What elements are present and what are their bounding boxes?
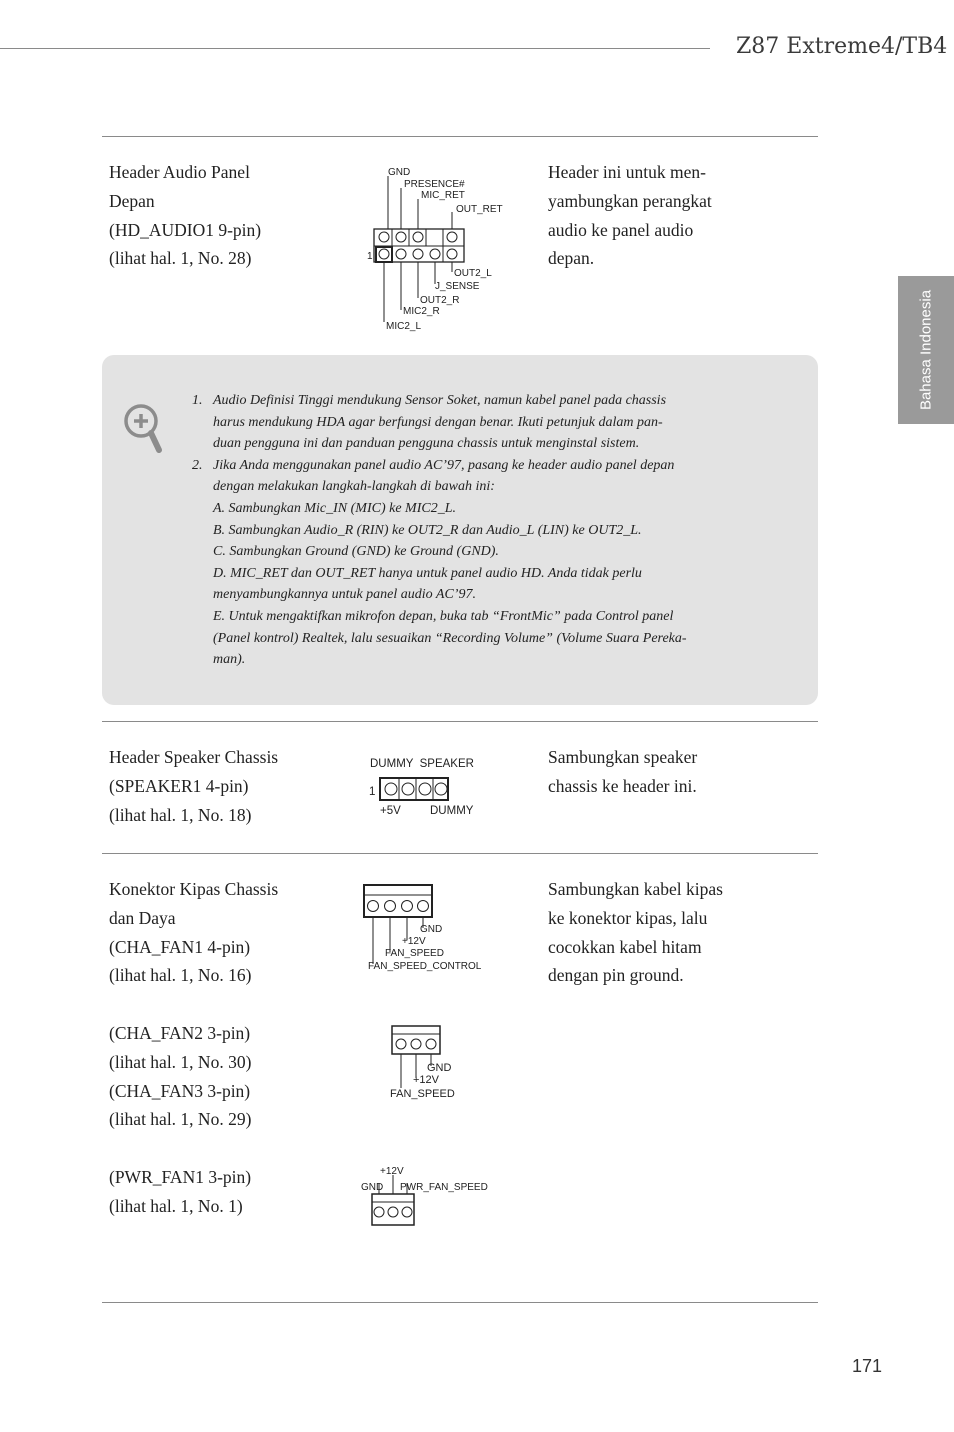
text-line: (CHA_FAN1 4-pin) <box>109 936 251 957</box>
pin-label: OUT2_L <box>454 268 492 279</box>
note-line: B. Sambungkan Audio_R (RIN) ke OUT2_R dan Audio_L (LIN) ke OUT2_L. <box>213 522 642 538</box>
pin-label: OUT2_R <box>420 295 460 306</box>
note-line: (Panel kontrol) Realtek, lalu sesuaikan “Recording Volume” (Volume Suara Pereka- <box>213 630 687 646</box>
fan-header-title <box>109 875 278 990</box>
cha-fan2-3-pinout-diagram <box>386 1022 476 1102</box>
note-line: menyambungkannya untuk panel audio AC’97. <box>213 587 476 603</box>
pin-label: MIC2_R <box>403 306 440 317</box>
text-line: cocokkan kabel hitam <box>548 936 702 957</box>
note-line: duan pengguna ini dan panduan pengguna chassis untuk menginstal sistem. <box>213 436 640 452</box>
text-line: Header ini untuk men- <box>548 162 706 182</box>
text-line: (lihat hal. 1, No. 29) <box>109 1109 252 1130</box>
text-line: (CHA_FAN3 3-pin) <box>109 1080 251 1101</box>
text-line: (lihat hal. 1, No. 28) <box>109 248 252 269</box>
pin-label: +5V <box>380 805 401 817</box>
text-line: chassis ke header ini. <box>548 775 697 796</box>
note-number: 2. <box>192 457 203 473</box>
pin-label: PRESENCE# <box>404 179 465 190</box>
text-line: dengan pin ground. <box>548 965 684 986</box>
pin-label: J_SENSE <box>435 281 480 292</box>
text-line: (HD_AUDIO1 9-pin) <box>109 219 262 240</box>
note-item-1 <box>192 390 687 412</box>
pin-label: FAN_SPEED <box>385 948 444 959</box>
text-line: Sambungkan kabel kipas <box>548 879 723 899</box>
note-line: man). <box>213 652 246 668</box>
note-number: 1. <box>192 393 203 408</box>
note-list <box>192 390 687 671</box>
speaker-header-description <box>548 743 697 801</box>
section-divider <box>102 136 818 137</box>
pin-label: PWR_FAN_SPEED <box>400 1182 488 1193</box>
pin-label: GND <box>427 1062 452 1074</box>
speaker-header-title <box>109 743 278 829</box>
pin-label: DUMMY <box>430 805 474 817</box>
hd-audio-pinout-diagram <box>364 162 514 336</box>
text-line: Depan <box>109 190 155 211</box>
audio-header-description <box>548 158 712 273</box>
pin-label: FAN_SPEED_CONTROL <box>368 961 482 972</box>
text-line: (lihat hal. 1, No. 16) <box>109 965 252 986</box>
text-line: dan Daya <box>109 907 176 928</box>
page-number: 171 <box>852 1356 883 1376</box>
note-item-2 <box>192 455 687 477</box>
fan-header-description <box>548 875 723 990</box>
section-divider <box>102 853 818 854</box>
text-line: Sambungkan speaker <box>548 747 698 767</box>
magnifier-note-icon <box>122 402 166 456</box>
cha-fan2-fan3-title <box>109 1019 251 1134</box>
section-divider <box>102 721 818 722</box>
text-line: ke konektor kipas, lalu <box>548 907 708 928</box>
pin-label: MIC_RET <box>421 190 465 201</box>
text-line: (SPEAKER1 4-pin) <box>109 775 249 796</box>
pwr-fan-title <box>109 1163 251 1221</box>
pin-one-marker: 1 <box>367 251 373 262</box>
cha-fan1-pinout-diagram <box>360 882 490 974</box>
note-line: dengan melakukan langkah-langkah di bawah ini: <box>213 479 495 495</box>
header-rule <box>0 48 710 49</box>
text-line: Header Audio Panel <box>109 162 250 182</box>
text-line: (lihat hal. 1, No. 18) <box>109 804 252 825</box>
text-line: (lihat hal. 1, No. 30) <box>109 1051 252 1072</box>
speaker-pinout-diagram <box>364 754 494 820</box>
pin-label: FAN_SPEED <box>390 1088 455 1100</box>
note-line: Audio Definisi Tinggi mendukung Sensor Soket, namun kabel panel pada chassis <box>213 393 667 408</box>
pin-label: OUT_RET <box>456 204 503 215</box>
text-line: (PWR_FAN1 3-pin) <box>109 1167 252 1187</box>
note-line: A. Sambungkan Mic_IN (MIC) ke MIC2_L. <box>213 500 457 516</box>
note-line: C. Sambungkan Ground (GND) ke Ground (GND). <box>213 544 499 560</box>
text-line: (lihat hal. 1, No. 1) <box>109 1195 243 1216</box>
text-line: yambungkan perangkat <box>548 190 712 211</box>
text-line: depan. <box>548 248 595 269</box>
section-divider <box>102 1302 818 1303</box>
note-line: D. MIC_RET dan OUT_RET hanya untuk panel audio HD. Anda tidak perlu <box>213 565 642 581</box>
note-line: harus mendukung HDA agar berfungsi dengan benar. Ikuti petunjuk dalam pan- <box>213 414 663 430</box>
text-line: Header Speaker Chassis <box>109 747 279 767</box>
model-title: Z87 Extreme4/TB4 <box>736 34 948 59</box>
pin-label: GND <box>420 924 443 935</box>
text-line: audio ke panel audio <box>548 219 694 240</box>
pin-label: MIC2_L <box>386 321 422 332</box>
pin-label: GND <box>388 167 411 178</box>
note-line: E. Untuk mengaktifkan mikrofon depan, buka tab “FrontMic” pada Control panel <box>213 608 674 624</box>
language-side-tab <box>898 276 954 424</box>
audio-header-title <box>109 158 261 273</box>
language-tab-label: Bahasa Indonesia <box>917 289 935 411</box>
pin-label: +12V <box>380 1166 404 1177</box>
note-line: Jika Anda menggunakan panel audio AC’97, pasang ke header audio panel depan <box>213 457 675 473</box>
pin-one-marker: 1 <box>369 786 376 798</box>
pin-label: +12V <box>413 1074 439 1086</box>
pin-label: +12V <box>402 936 426 947</box>
pin-label: DUMMY SPEAKER <box>370 758 474 770</box>
pin-label: GND <box>361 1182 384 1193</box>
text-line: Konektor Kipas Chassis <box>109 879 279 899</box>
pwr-fan-pinout-diagram <box>358 1162 494 1232</box>
text-line: (CHA_FAN2 3-pin) <box>109 1023 251 1043</box>
